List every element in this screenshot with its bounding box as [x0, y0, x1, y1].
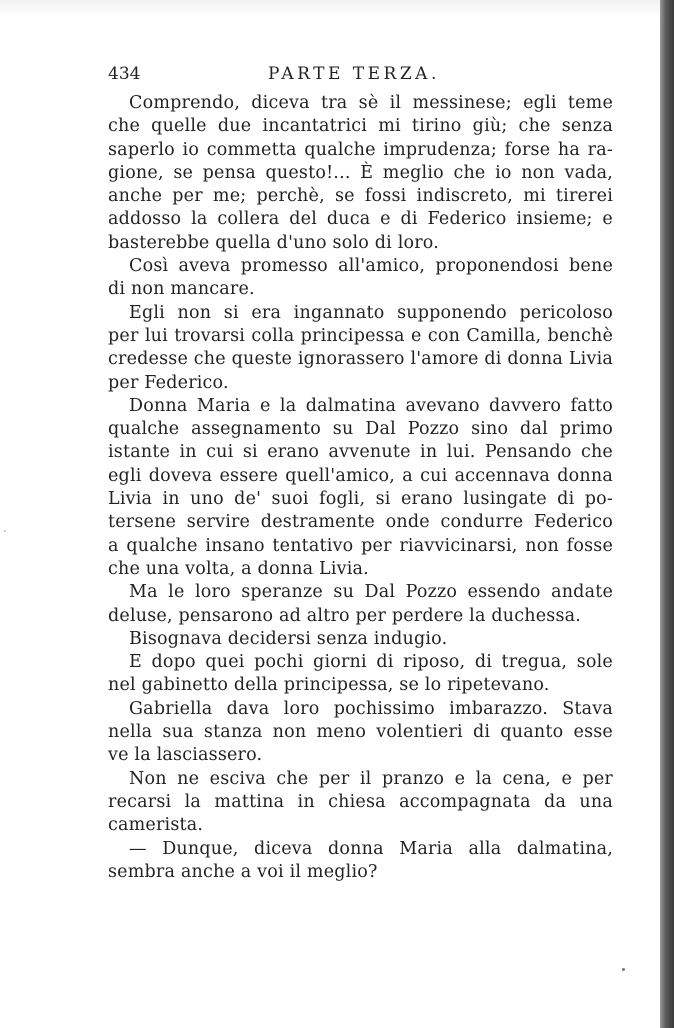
text-line: saperlo io commetta qualche imprudenza; forse ha ra-: [108, 139, 613, 160]
text-line: basterebbe quella d'uno solo di loro.: [108, 232, 439, 253]
text-line: istante in cui si erano avvenute in lui. Pensando che: [108, 442, 613, 463]
text-line: Gabriella dava loro pochissimo imbarazzo. Stava: [129, 698, 613, 719]
text-line: recarsi la mattina in chiesa accompagnata da una: [108, 791, 613, 812]
text-line: per lui trovarsi colla principessa e con Camilla, benchè: [108, 325, 613, 346]
text-line: di non mancare.: [108, 279, 255, 300]
page-number: 434: [108, 64, 141, 84]
text-line: Livia in uno de' suoi fogli, si erano lusingate di po-: [108, 489, 613, 510]
text-line: a qualche insano tentativo per riavvicinarsi, non fosse: [108, 535, 613, 556]
text-line: nel gabinetto della principessa, se lo ripetevano.: [108, 675, 550, 696]
text-line: nella sua stanza non meno volentieri di quanto esse: [108, 722, 613, 743]
text-line: E dopo quei pochi giorni di riposo, di tregua, sole: [129, 652, 613, 673]
text-line: ve la lasciassero.: [108, 745, 263, 766]
page-header: [108, 60, 613, 90]
text-line: deluse, pensarono ad altro per perdere la duchessa.: [108, 605, 582, 626]
text-line: qualche assegnamento su Dal Pozzo sino dal primo: [108, 419, 613, 440]
text-line: Ma le loro speranze su Dal Pozzo essendo andate: [129, 582, 613, 603]
text-line: Non ne esciva che per il pranzo e la cena, e per: [129, 768, 613, 789]
text-line: camerista.: [108, 815, 204, 836]
text-line: per Federico.: [108, 372, 229, 393]
text-line: che quelle due incantatrici mi tirino giù; che senza: [108, 116, 613, 137]
running-title: PARTE TERZA.: [268, 64, 440, 84]
text-line: Così aveva promesso all'amico, proponendosi bene: [129, 256, 613, 277]
page-top-shade: [0, 0, 660, 18]
text-line: Egli non si era ingannato supponendo pericoloso: [129, 302, 613, 323]
text-line: gione, se pensa questo!... È meglio che io non vada,: [108, 162, 613, 183]
speck-mark: [4, 530, 6, 532]
speck-mark: [622, 968, 625, 971]
page-edge-shadow: [660, 0, 674, 1028]
text-line: Comprendo, diceva tra sè il messinese; egli teme: [129, 93, 613, 113]
text-line: che una volta, a donna Livia.: [108, 558, 369, 579]
text-line: Donna Maria e la dalmatina avevano davvero fatto: [129, 395, 613, 416]
text-line: credesse che queste ignorassero l'amore di donna Livia: [108, 349, 613, 370]
text-line: sembra anche a voi il meglio?: [108, 861, 378, 882]
text-line: egli doveva essere quell'amico, a cui accennava donna: [108, 465, 613, 486]
body-text: [108, 92, 613, 884]
text-line: — Dunque, diceva donna Maria alla dalmatina,: [129, 838, 613, 859]
text-line: anche per me; perchè, se fossi indiscreto, mi tirerei: [108, 186, 613, 207]
text-line: addosso la collera del duca e di Federico insieme; e: [108, 209, 613, 230]
text-line: Bisognava decidersi senza indugio.: [129, 628, 448, 649]
text-line: tersene servire destramente onde condurre Federico: [108, 512, 613, 533]
